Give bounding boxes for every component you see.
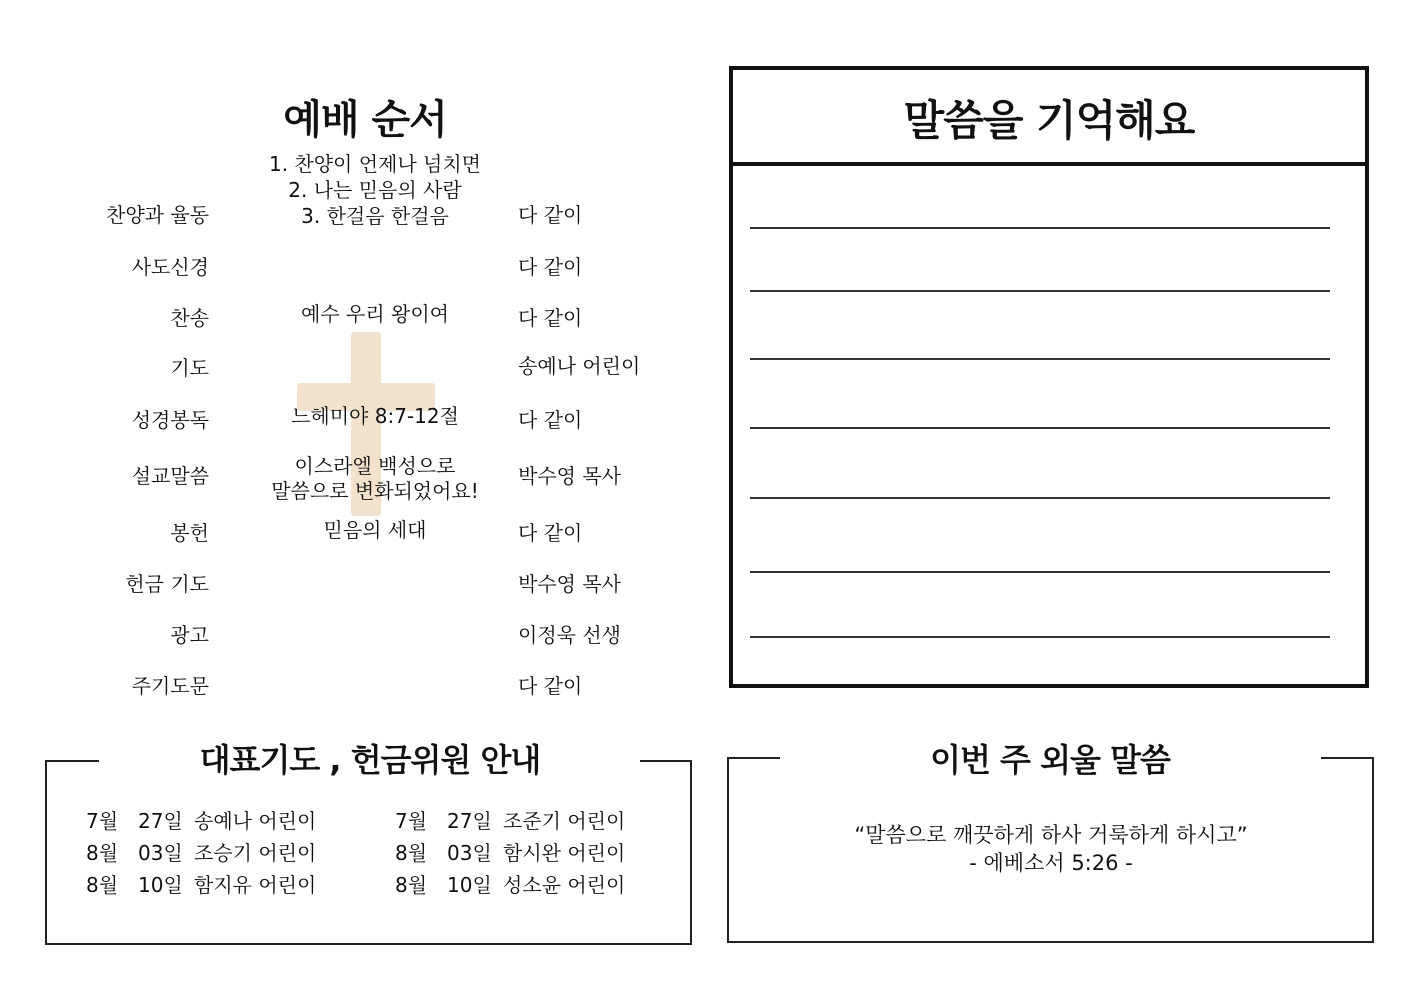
- roster-month: 8월: [395, 873, 428, 897]
- order-item-label: 찬양과 율동: [106, 203, 209, 227]
- weekly-verse-title: 이번 주 외울 말씀: [930, 741, 1170, 779]
- order-item-detail: 예수 우리 왕이여: [301, 302, 449, 326]
- order-item-leader: 다 같이: [518, 674, 583, 698]
- roster-day: 10일: [447, 873, 492, 897]
- roster-month: 8월: [86, 873, 119, 897]
- order-item-detail: 느헤미야 8:7-12절: [291, 404, 459, 428]
- roster-entry: [86, 837, 316, 866]
- order-item-label: 기도: [170, 356, 209, 380]
- order-item-leader: 다 같이: [518, 408, 583, 432]
- roster-month: 8월: [395, 841, 428, 865]
- frame-top-right: [640, 760, 692, 762]
- writing-line: [750, 636, 1330, 638]
- order-item-leader: 다 같이: [518, 203, 583, 227]
- order-item-label: 광고: [170, 623, 209, 647]
- frame-top-right: [1321, 757, 1374, 759]
- order-item-label: 사도신경: [131, 255, 209, 279]
- order-item-detail: 믿음의 세대: [323, 518, 427, 542]
- sermon-title-line: 말씀으로 변화되었어요!: [271, 479, 479, 503]
- roster-name: 조준기 어린이: [503, 809, 626, 833]
- sermon-title-line: 이스라엘 백성으로: [294, 454, 456, 478]
- order-item-label: 봉헌: [170, 521, 209, 545]
- roster-entry: [395, 805, 625, 834]
- roster-name: 성소윤 어린이: [503, 873, 626, 897]
- frame-top-left: [45, 760, 99, 762]
- roster-day: 03일: [447, 841, 492, 865]
- roster-day: 27일: [447, 809, 492, 833]
- order-item-leader: 박수영 목사: [518, 464, 621, 488]
- roster-name: 송예나 어린이: [194, 809, 317, 833]
- roster-name: 조승기 어린이: [194, 841, 317, 865]
- order-item-detail: [230, 454, 520, 504]
- order-item-leader: 다 같이: [518, 306, 583, 330]
- roster-entry: [395, 869, 625, 898]
- frame-top-left: [727, 757, 780, 759]
- hymn-list: [230, 151, 520, 229]
- hymn-item: 2. 나는 믿음의 사람: [288, 178, 462, 202]
- order-item-label: 설교말씀: [131, 464, 209, 488]
- writing-line: [750, 571, 1330, 573]
- verse-reference: - 에베소서 5:26 -: [969, 851, 1133, 875]
- order-item-label: 주기도문: [131, 674, 209, 698]
- roster-day: 03일: [138, 841, 183, 865]
- roster-month: 8월: [86, 841, 119, 865]
- writing-line: [750, 227, 1330, 229]
- roster-month: 7월: [395, 809, 428, 833]
- hymn-item: 3. 한걸음 한걸음: [301, 204, 449, 228]
- prayer-roster-title: 대표기도 , 헌금위원 안내: [199, 741, 541, 779]
- hymn-item: 1. 찬양이 언제나 넘치면: [268, 152, 482, 176]
- roster-entry: [395, 837, 625, 866]
- roster-day: 10일: [138, 873, 183, 897]
- order-item-leader: 다 같이: [518, 521, 583, 545]
- order-item-leader: 박수영 목사: [518, 572, 621, 596]
- memorize-title: 말씀을 기억해요: [903, 96, 1195, 145]
- roster-day: 27일: [138, 809, 183, 833]
- worship-order-title: 예배 순서: [283, 97, 447, 143]
- order-item-label: 헌금 기도: [125, 572, 209, 596]
- roster-name: 함시완 어린이: [503, 841, 626, 865]
- order-item-leader: 이정욱 선생: [518, 623, 621, 647]
- writing-line: [750, 358, 1330, 360]
- order-item-leader: 다 같이: [518, 255, 583, 279]
- writing-line: [750, 497, 1330, 499]
- writing-line: [750, 290, 1330, 292]
- order-item-leader: 송예나 어린이: [518, 354, 641, 378]
- roster-month: 7월: [86, 809, 119, 833]
- order-item-label: 찬송: [170, 306, 209, 330]
- roster-entry: [86, 805, 316, 834]
- writing-line: [750, 427, 1330, 429]
- roster-name: 함지유 어린이: [194, 873, 317, 897]
- roster-entry: [86, 869, 316, 898]
- verse-quote: “말씀으로 깨끗하게 하사 거룩하게 하시고”: [854, 823, 1248, 847]
- order-item-label: 성경봉독: [131, 408, 209, 432]
